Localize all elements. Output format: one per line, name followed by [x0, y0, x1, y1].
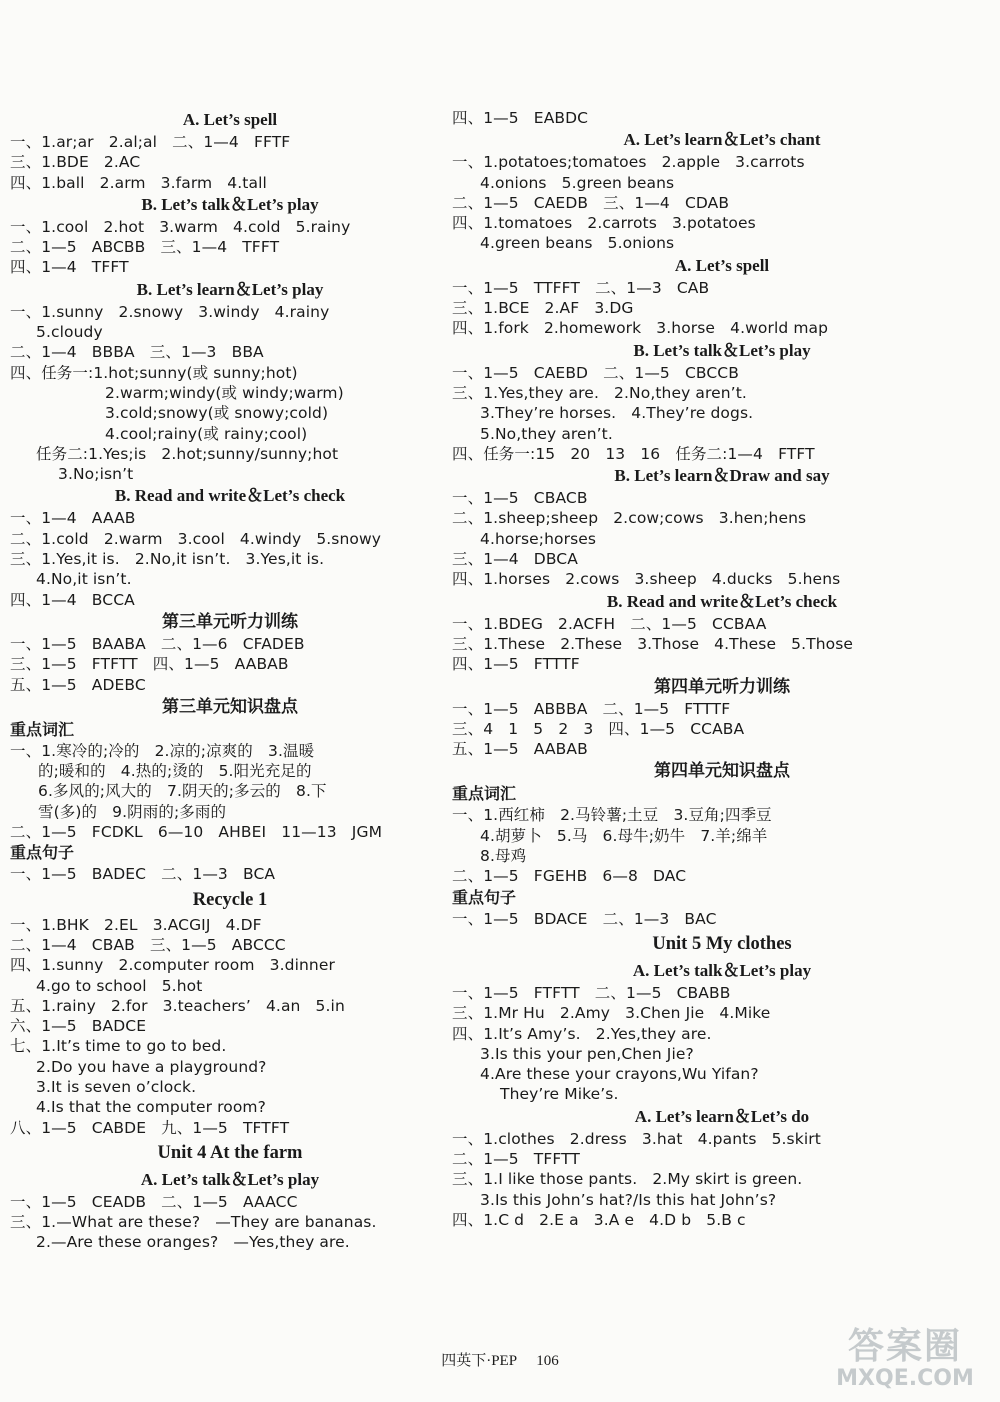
- section-heading: 第四单元听力训练: [654, 676, 790, 696]
- subsection-label: 重点句子: [10, 843, 75, 863]
- answer-line: 5.cloudy: [36, 323, 103, 342]
- section-heading: A. Let’s spell: [182, 110, 278, 129]
- answer-line: 四、1.horses 2.cows 3.sheep 4.ducks 5.hens: [452, 570, 841, 589]
- answer-line: 二、1—4 BBBA 三、1—3 BBA: [10, 343, 264, 362]
- answer-line: 一、1.cool 2.hot 3.warm 4.cold 5.rainy: [10, 217, 351, 236]
- answer-line: 2.—Are these oranges? —Yes,they are.: [36, 1233, 350, 1252]
- answer-line: 八、1—5 CABDE 九、1—5 TFTFT: [10, 1118, 290, 1137]
- answer-line: 一、1.寒冷的;冷的 2.凉的;凉爽的 3.温暖: [10, 741, 315, 760]
- answer-line: 一、1.BHK 2.EL 3.ACGIJ 4.DF: [10, 915, 262, 934]
- answer-line: 四、1—4 BCCA: [10, 590, 135, 609]
- answer-line: 三、4 1 5 2 3 四、1—5 CCABA: [452, 719, 745, 738]
- section-heading: B. Let’s learn＆Let’s play: [136, 279, 324, 299]
- answer-line: 五、1—5 AABAB: [452, 740, 588, 759]
- left-column: [10, 108, 450, 1253]
- answer-line: 一、1.BDEG 2.ACFH 二、1—5 CCBAA: [452, 614, 767, 633]
- answer-line: 四、1.tomatoes 2.carrots 3.potatoes: [452, 214, 756, 233]
- section-heading: A. Let’s spell: [674, 255, 770, 275]
- section-heading: A. Let’s talk＆Let’s play: [632, 960, 812, 980]
- section-heading: A. Let’s learn＆Let’s do: [634, 1106, 810, 1126]
- answer-line: 3.No;isn’t: [58, 465, 134, 484]
- answer-line: 四、1—4 TFFT: [10, 258, 129, 277]
- right-column: [452, 108, 992, 1230]
- section-heading: 第三单元知识盘点: [162, 696, 298, 716]
- answer-line: 四、1—5 FTTTF: [452, 655, 580, 674]
- answer-line: 三、1—5 FTFTT 四、1—5 AABAB: [10, 655, 289, 674]
- answer-line: 三、1.Yes,it is. 2.No,it isn’t. 3.Yes,it is.: [10, 550, 325, 569]
- answer-line: 4.horse;horses: [480, 529, 597, 548]
- section-heading: 第四单元知识盘点: [654, 761, 790, 781]
- answer-line: 二、1—5 FGEHB 6—8 DAC: [452, 867, 687, 886]
- answer-line: 6.多风的;风大的 7.阴天的;多云的 8.下: [38, 782, 327, 801]
- answer-line: 4.No,it isn’t.: [36, 570, 132, 589]
- section-heading: A. Let’s talk＆Let’s play: [140, 1169, 320, 1189]
- answer-line: 四、1—5 EABDC: [452, 109, 589, 127]
- watermark-logo-text: 答案圈: [847, 1326, 962, 1367]
- answer-line: 3.cold;snowy(或 snowy;cold): [105, 404, 329, 423]
- answer-line: 五、1—5 ADEBC: [10, 675, 146, 694]
- section-heading: 第三单元听力训练: [162, 611, 298, 631]
- answer-line: 4.Is that the computer room?: [36, 1098, 266, 1117]
- answer-line: 四、1.C d 2.E a 3.A e 4.D b 5.B c: [452, 1210, 746, 1229]
- answer-line: 一、1—5 BAABA 二、1—6 CFADEB: [10, 634, 305, 653]
- answer-line: 七、1.It’s time to go to bed.: [10, 1037, 227, 1056]
- answer-line: 2.Do you have a playground?: [36, 1057, 267, 1076]
- answer-line: 一、1—5 CBACB: [452, 489, 588, 508]
- answer-line: 四、任务一:1.hot;sunny(或 sunny;hot): [10, 363, 298, 382]
- answer-line: 一、1.potatoes;tomatoes 2.apple 3.carrots: [452, 153, 805, 172]
- answer-line: 4.胡萝卜 5.马 6.母牛;奶牛 7.羊;绵羊: [480, 826, 768, 845]
- answer-line: 三、1.Mr Hu 2.Amy 3.Chen Jie 4.Mike: [452, 1004, 771, 1023]
- answer-line: 3.Is this John’s hat?/Is this hat John’s?: [480, 1190, 777, 1209]
- answer-line: 四、1.It’s Amy’s. 2.Yes,they are.: [452, 1024, 712, 1043]
- answer-line: 4.green beans 5.onions: [480, 234, 675, 253]
- answer-line: 四、1.ball 2.arm 3.farm 4.tall: [10, 173, 267, 192]
- section-heading: B. Let’s talk＆Let’s play: [141, 194, 319, 214]
- watermark: [820, 1318, 990, 1394]
- answer-line: 3.Is this your pen,Chen Jie?: [480, 1044, 694, 1063]
- answer-line: 一、1—5 CAEBD 二、1—5 CBCCB: [452, 363, 739, 382]
- answer-line: 一、1—5 BDACE 二、1—3 BAC: [452, 909, 717, 928]
- answer-line: 四、1.fork 2.homework 3.horse 4.world map: [452, 319, 829, 338]
- answer-line: 一、1—5 BADEC 二、1—3 BCA: [10, 865, 276, 884]
- answer-line: 三、1.I like those pants. 2.My skirt is green.: [452, 1170, 803, 1189]
- answer-line: 二、1.cold 2.warm 3.cool 4.windy 5.snowy: [10, 529, 382, 548]
- answer-line: 3.They’re horses. 4.They’re dogs.: [480, 404, 754, 423]
- answer-line: 一、1.sunny 2.snowy 3.windy 4.rainy: [10, 302, 330, 321]
- answer-line: 一、1.clothes 2.dress 3.hat 4.pants 5.skirt: [452, 1129, 821, 1148]
- answer-line: 三、1.BCE 2.AF 3.DG: [452, 299, 634, 318]
- subsection-label: 重点词汇: [10, 719, 75, 739]
- answer-line: 一、1.ar;ar 2.al;al 二、1—4 FFTF: [10, 133, 291, 151]
- answer-line: 二、1.sheep;sheep 2.cow;cows 3.hen;hens: [452, 509, 807, 528]
- answer-line: 一、1—5 CEADB 二、1—5 AAACC: [10, 1192, 298, 1211]
- unit-heading: Unit 5 My clothes: [652, 933, 792, 954]
- answer-line: 一、1—5 FTFTT 二、1—5 CBABB: [452, 983, 731, 1002]
- answer-line: 2.warm;windy(或 windy;warm): [105, 383, 344, 402]
- answer-line: 一、1—5 TTFFT 二、1—3 CAB: [452, 278, 710, 297]
- footer-label: 四英下·PEP: [441, 1353, 517, 1369]
- section-heading: B. Let’s learn＆Draw and say: [614, 466, 830, 486]
- answer-line: 一、1—4 AAAB: [10, 509, 136, 528]
- answer-line: 二、1—5 TFFTT: [452, 1149, 580, 1168]
- section-heading: B. Read and write＆Let’s check: [114, 486, 346, 506]
- section-heading: B. Read and write＆Let’s check: [606, 591, 838, 611]
- answer-line: 四、任务一:15 20 13 16 任务二:1—4 FTFT: [452, 444, 815, 463]
- answer-line: 3.It is seven o’clock.: [36, 1077, 197, 1096]
- answer-line: 4.onions 5.green beans: [480, 173, 675, 192]
- answer-line: 二、1—4 CBAB 三、1—5 ABCCC: [10, 935, 286, 954]
- answer-line: 5.No,they aren’t.: [480, 424, 613, 443]
- section-heading: A. Let’s learn＆Let’s chant: [623, 130, 821, 150]
- section-heading: B. Let’s talk＆Let’s play: [633, 340, 811, 360]
- answer-line: 六、1—5 BADCE: [10, 1017, 147, 1036]
- answer-line: 8.母鸡: [480, 847, 527, 866]
- answer-line: 三、1.Yes,they are. 2.No,they aren’t.: [452, 383, 747, 402]
- answer-line: 4.Are these your crayons,Wu Yifan?: [480, 1065, 759, 1084]
- subsection-label: 重点句子: [452, 887, 517, 907]
- answer-line: 五、1.rainy 2.for 3.teachers’ 4.an 5.in: [10, 996, 345, 1015]
- answer-line: 三、1—4 DBCA: [452, 550, 578, 569]
- answer-line: 四、1.sunny 2.computer room 3.dinner: [10, 956, 335, 975]
- answer-line: 二、1—5 ABCBB 三、1—4 TFFT: [10, 238, 280, 257]
- answer-line: 一、1—5 ABBBA 二、1—5 FTTTF: [452, 699, 731, 718]
- answer-line: 二、1—5 FCDKL 6—10 AHBEI 11—13 JGM: [10, 823, 383, 842]
- answer-line: 三、1.BDE 2.AC: [10, 153, 141, 172]
- answer-line: 二、1—5 CAEDB 三、1—4 CDAB: [452, 193, 730, 212]
- answer-line: 4.cool;rainy(或 rainy;cool): [105, 424, 308, 443]
- answer-line: 的;暖和的 4.热的;烫的 5.阳光充足的: [38, 762, 312, 781]
- subsection-label: 重点词汇: [452, 784, 517, 804]
- answer-line: 任务二:1.Yes;is 2.hot;sunny/sunny;hot: [36, 444, 339, 463]
- answer-line: 4.go to school 5.hot: [36, 976, 203, 995]
- answer-line: They’re Mike’s.: [500, 1085, 619, 1104]
- answer-line: 三、1.These 2.These 3.Those 4.These 5.Those: [452, 634, 854, 653]
- page-number: 106: [536, 1353, 559, 1369]
- answer-line: 三、1.—What are these? —They are bananas.: [10, 1213, 377, 1232]
- unit-heading: Recycle 1: [192, 889, 268, 910]
- watermark-site-text: MXQE.COM: [836, 1366, 974, 1391]
- answer-line: 雪(多)的 9.阴雨的;多雨的: [38, 802, 227, 821]
- answer-line: 一、1.西红柿 2.马铃薯;土豆 3.豆角;四季豆: [452, 806, 772, 825]
- unit-heading: Unit 4 At the farm: [157, 1142, 303, 1163]
